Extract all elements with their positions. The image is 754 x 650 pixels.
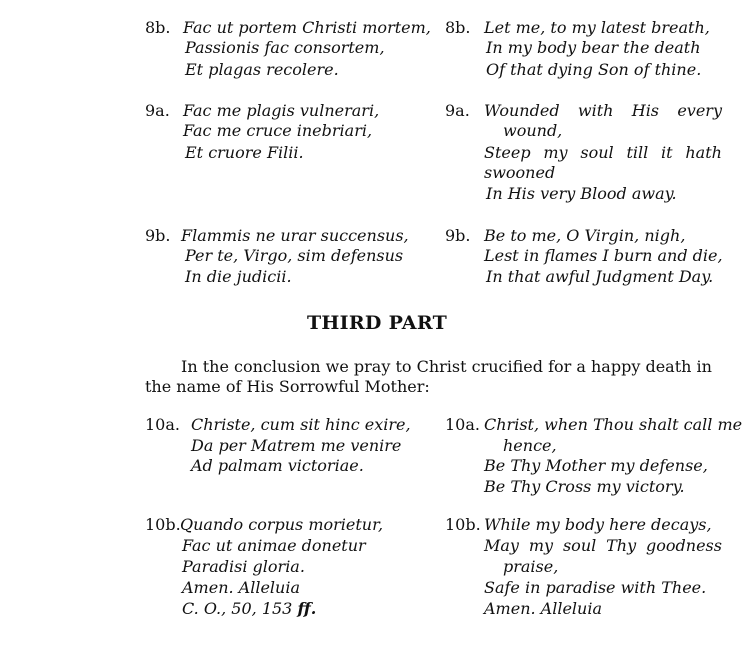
section-heading: THIRD PART: [306, 312, 448, 334]
citation-text: C. O., 50, 153: [182, 599, 293, 618]
latin-line: Amen. Alleluia: [182, 578, 301, 597]
english-word: Steep: [484, 143, 531, 162]
stanza-number-english: 10b.: [445, 515, 481, 534]
english-line: Of that dying Son of thine.: [486, 60, 702, 79]
stanza-number-english: 10a.: [445, 415, 480, 434]
citation-ff: ff.: [297, 599, 317, 618]
latin-line: Da per Matrem me venire: [191, 436, 402, 455]
english-line: hence,: [503, 436, 557, 455]
english-line: In His very Blood away.: [486, 184, 677, 203]
stanza-number-latin: 9b.: [145, 226, 171, 245]
english-word: goodness: [646, 536, 722, 555]
english-line: Let me, to my latest breath,: [484, 18, 710, 37]
citation-line: [182, 599, 316, 619]
english-justified-line: [484, 101, 722, 121]
english-word: May: [484, 536, 519, 555]
english-justified-line: [484, 536, 722, 556]
english-word: His: [631, 101, 660, 120]
english-line: Be to me, O Virgin, nigh,: [484, 226, 686, 245]
english-word: Wounded: [484, 101, 560, 120]
latin-line: Fac ut portem Christi mortem,: [183, 18, 431, 37]
intro-line: In the conclusion we pray to Christ crucified for a happy death in: [181, 357, 712, 376]
english-line: Be Thy Cross my victory.: [484, 477, 685, 496]
latin-line: In die judicii.: [185, 267, 292, 286]
english-word: soul: [562, 536, 597, 555]
english-word: soul: [580, 143, 614, 162]
latin-line: Fac me plagis vulnerari,: [183, 101, 380, 120]
latin-line: Ad palmam victoriae.: [191, 456, 364, 475]
latin-line: Paradisi gloria.: [182, 557, 305, 576]
english-word: till: [626, 143, 649, 162]
latin-line: Flammis ne urar succensus,: [181, 226, 409, 245]
latin-line: Passionis fac consortem,: [185, 38, 385, 57]
latin-line: Fac me cruce inebriari,: [183, 121, 373, 140]
stanza-number-latin: 10b.: [145, 515, 181, 534]
stanza-number-english: 9a.: [445, 101, 470, 120]
stanza-number-english: 8b.: [445, 18, 471, 37]
english-word: my: [528, 536, 554, 555]
english-word: hath: [685, 143, 722, 162]
english-line: Amen. Alleluia: [484, 599, 603, 618]
english-word: Thy: [606, 536, 637, 555]
english-line: In that awful Judgment Day.: [486, 267, 714, 286]
english-line: Safe in paradise with Thee.: [484, 578, 707, 597]
latin-line: Quando corpus morietur,: [180, 515, 384, 534]
latin-line: Fac ut animae donetur: [182, 536, 366, 555]
english-word: my: [543, 143, 568, 162]
stanza-number-latin: 9a.: [145, 101, 170, 120]
english-justified-line: [484, 143, 722, 163]
intro-line: the name of His Sorrowful Mother:: [145, 377, 430, 396]
english-line: Christ, when Thou shalt call me: [484, 415, 743, 434]
english-word: with: [577, 101, 614, 120]
stanza-number-latin: 10a.: [145, 415, 180, 434]
english-line: While my body here decays,: [484, 515, 712, 534]
latin-line: Et cruore Filii.: [185, 143, 304, 162]
english-word: every: [677, 101, 722, 120]
english-line: wound,: [503, 121, 563, 140]
english-line: In my body bear the death: [486, 38, 701, 57]
latin-line: Et plagas recolere.: [185, 60, 339, 79]
english-word: it: [661, 143, 673, 162]
stanza-number-english: 9b.: [445, 226, 471, 245]
english-line: swooned: [484, 163, 556, 182]
latin-line: Per te, Virgo, sim defensus: [185, 246, 404, 265]
english-line: praise,: [503, 557, 559, 576]
latin-line: Christe, cum sit hinc exire,: [191, 415, 411, 434]
stanza-number-latin: 8b.: [145, 18, 171, 37]
english-line: Lest in flames I burn and die,: [484, 246, 723, 265]
english-line: Be Thy Mother my defense,: [484, 456, 708, 475]
